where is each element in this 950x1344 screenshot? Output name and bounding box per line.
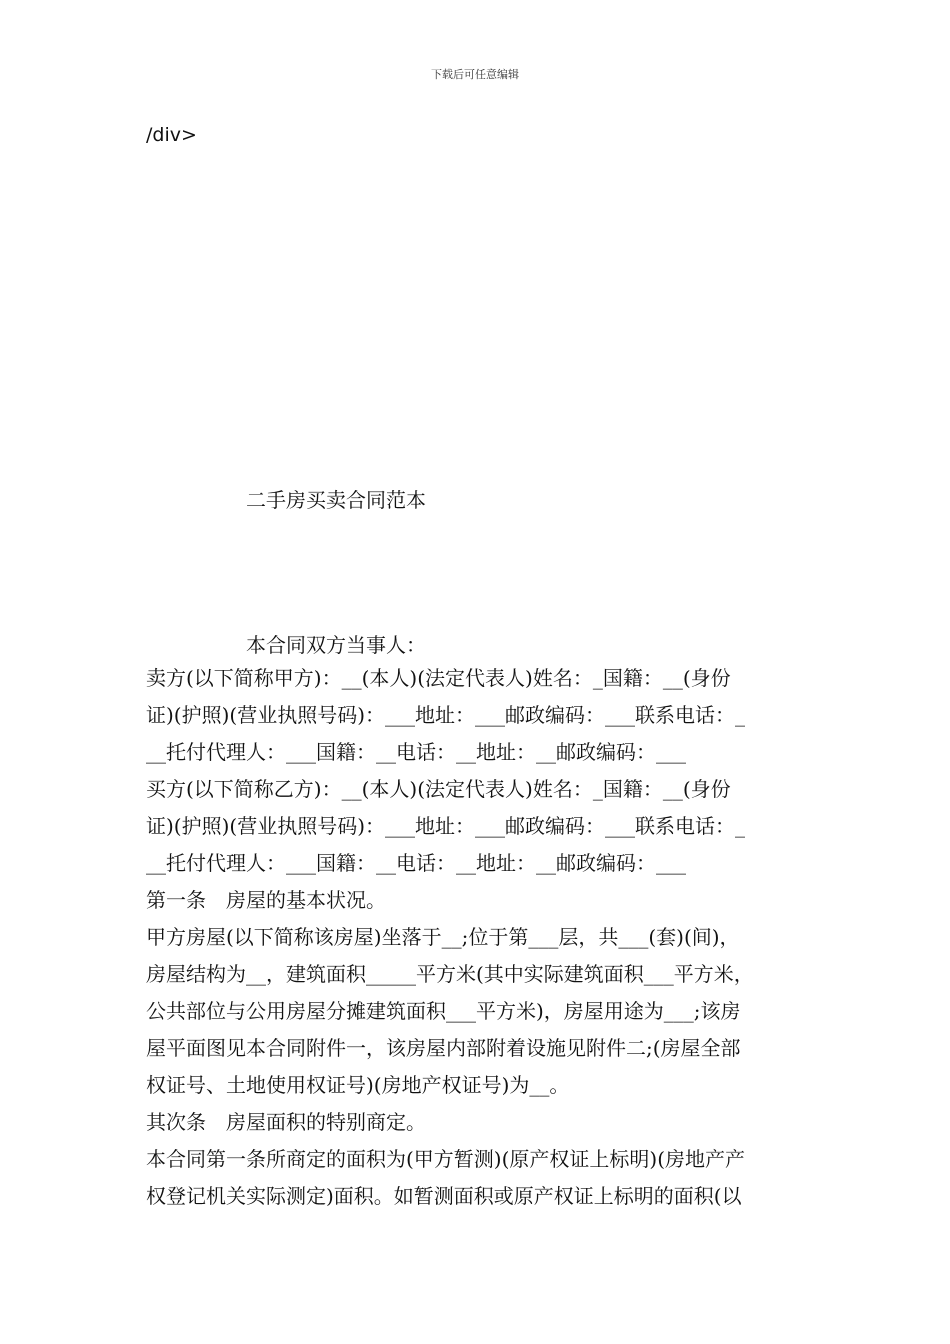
- body-line: 证)(护照)(营业执照号码)：___地址：___邮政编码：___联系电话：_: [146, 814, 746, 838]
- body-line: 屋平面图见本合同附件一，该房屋内部附着设施见附件二;(房屋全部: [146, 1036, 741, 1060]
- body-line: 房屋结构为__，建筑面积_____平方米(其中实际建筑面积___平方米，: [146, 962, 754, 986]
- body-line: 权证号、土地使用权证号)(房地产权证号)为__。: [146, 1073, 570, 1097]
- body-line: 证)(护照)(营业执照号码)：___地址：___邮政编码：___联系电话：_: [146, 703, 746, 727]
- article-heading: 第一条 房屋的基本状况。: [146, 888, 386, 912]
- body-line: __托付代理人：___国籍：__电话：__地址：__邮政编码：___: [146, 851, 686, 875]
- body-line: 公共部位与公用房屋分摊建筑面积___平方米)，房屋用途为___;该房: [146, 999, 741, 1023]
- body-line: 卖方(以下简称甲方)：__(本人)(法定代表人)姓名：_国籍：__(身份: [146, 666, 731, 690]
- page-header: 下载后可任意编辑: [431, 68, 519, 81]
- body-line: 买方(以下简称乙方)：__(本人)(法定代表人)姓名：_国籍：__(身份: [146, 777, 731, 801]
- body-line: __托付代理人：___国籍：__电话：__地址：__邮政编码：___: [146, 740, 686, 764]
- contract-body: [146, 660, 816, 1215]
- body-line: 权登记机关实际测定)面积。如暂测面积或原产权证上标明的面积(以: [146, 1184, 742, 1208]
- body-line: 甲方房屋(以下简称该房屋)坐落于__;位于第___层，共___(套)(间)，: [146, 925, 740, 949]
- stray-markup-text: /div>: [146, 124, 197, 146]
- body-line: 本合同第一条所商定的面积为(甲方暂测)(原产权证上标明)(房地产产: [146, 1147, 746, 1171]
- article-heading: 其次条 房屋面积的特别商定。: [146, 1110, 426, 1134]
- parties-intro: 本合同双方当事人：: [246, 633, 426, 657]
- document-title: 二手房买卖合同范本: [246, 488, 426, 512]
